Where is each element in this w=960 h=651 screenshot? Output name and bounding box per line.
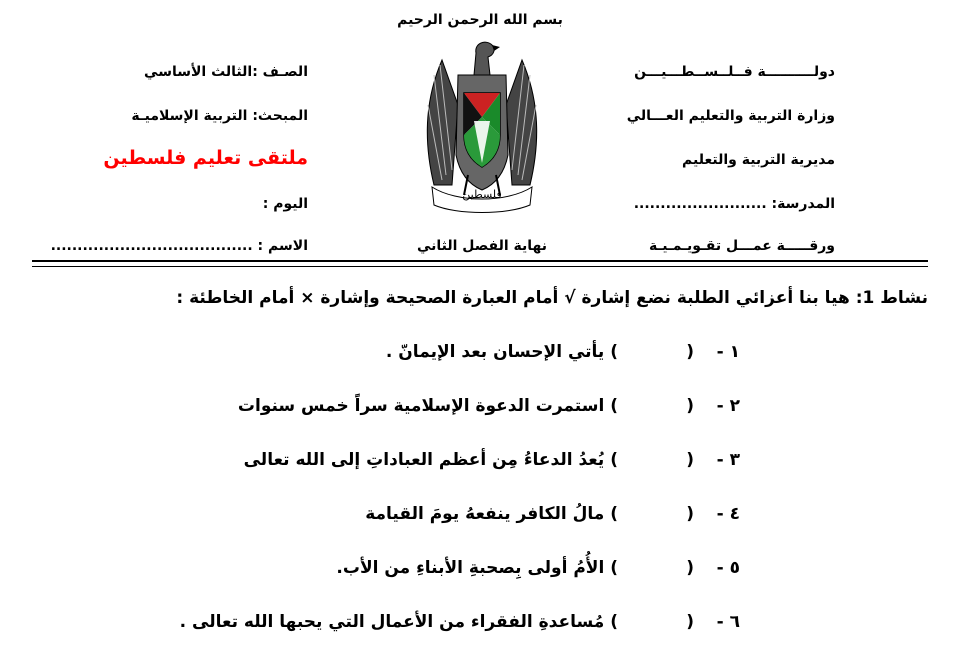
question-1: ١ -() يأتي الإحسان بعد الإيمانّ . xyxy=(385,342,740,362)
question-number: ١ - xyxy=(716,342,740,362)
question-number: ٥ - xyxy=(716,558,740,578)
question-number: ٦ - xyxy=(716,612,740,632)
answer-box[interactable]: ( xyxy=(686,504,694,524)
header-divider-thin xyxy=(32,266,928,267)
question-number: ٣ - xyxy=(716,450,740,470)
question-text: مُساعدةِ الفقراء من الأعمال التي يحبها الله تعالى . xyxy=(179,612,605,632)
answer-box[interactable]: ( xyxy=(686,450,694,470)
emblem-ribbon-text: فلسطين xyxy=(462,188,502,201)
term-label: نهاية الفصل الثاني xyxy=(416,238,548,254)
answer-box[interactable]: ( xyxy=(686,396,694,416)
question-text: استمرت الدعوة الإسلامية سراً خمس سنوات xyxy=(237,396,605,416)
state-name: دولــــــــــة فــلــســطـــيـــن xyxy=(634,64,835,80)
activity-instruction: نشاط 1: هيا بنا أعزائي الطلبة نضع إشارة √ أمام العبارة الصحيحة وإشارة × أمام الخاطئة : xyxy=(176,288,928,308)
question-3: ٣ -() يُعدُ الدعاءُ مِن أعظم العباداتِ إلى الله تعالى xyxy=(243,450,740,470)
answer-box[interactable]: ( xyxy=(686,558,694,578)
directorate-name: مديرية التربية والتعليم xyxy=(682,152,835,168)
name-field: الاسم : ...................................... xyxy=(50,238,308,254)
ministry-name: وزارة التربية والتعليم العـــالي xyxy=(626,108,835,124)
answer-box[interactable]: ( xyxy=(686,612,694,632)
question-5: ٥ -() الأُمُ أولى بِصحبةِ الأبناءِ من الأب. xyxy=(336,558,740,578)
question-text: مالُ الكافر ينفعهُ يومَ القيامة xyxy=(365,504,605,524)
question-4: ٤ -() مالُ الكافر ينفعهُ يومَ القيامة xyxy=(365,504,740,524)
grade-label: الصـف :الثالث الأساسي xyxy=(144,64,308,80)
forum-name: ملتقى تعليم فلسطين xyxy=(103,147,308,169)
subject-label: المبحث: التربية الإسلاميـة xyxy=(131,108,308,124)
question-number: ٢ - xyxy=(716,396,740,416)
question-text: الأُمُ أولى بِصحبةِ الأبناءِ من الأب. xyxy=(336,558,605,578)
question-2: ٢ -() استمرت الدعوة الإسلامية سراً خمس سنوات xyxy=(237,396,740,416)
question-6: ٦ -() مُساعدةِ الفقراء من الأعمال التي يحبها الله تعالى . xyxy=(179,612,740,632)
answer-box[interactable]: ( xyxy=(686,342,694,362)
day-field: اليوم : xyxy=(262,196,308,212)
worksheet-title: ورقـــــة عمـــل تقـويـمـيـة xyxy=(649,238,835,254)
question-number: ٤ - xyxy=(716,504,740,524)
school-field: المدرسة: ......................... xyxy=(633,196,835,212)
basmala: بسم الله الرحمن الرحيم xyxy=(397,12,563,28)
question-text: يُعدُ الدعاءُ مِن أعظم العباداتِ إلى الله تعالى xyxy=(243,450,605,470)
question-text: يأتي الإحسان بعد الإيمانّ . xyxy=(385,342,605,362)
palestine-eagle-emblem-icon xyxy=(412,35,552,213)
header-divider xyxy=(32,260,928,262)
